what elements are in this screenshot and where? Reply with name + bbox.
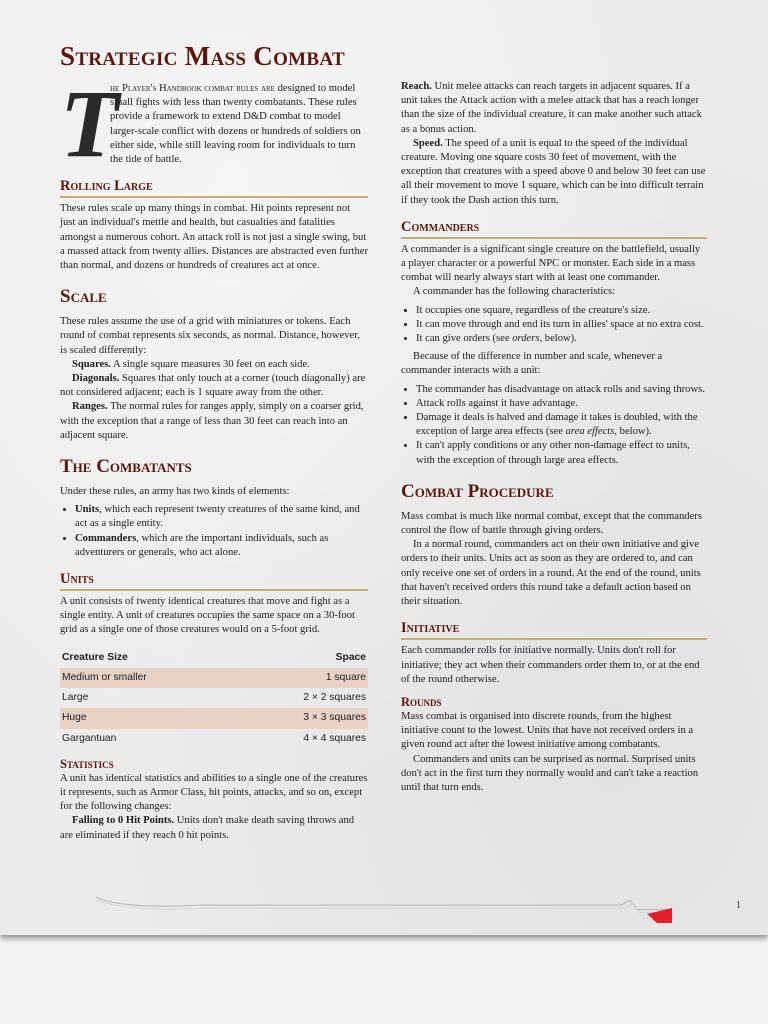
table-row: Huge 3 × 3 squares <box>60 708 368 728</box>
rounds-text2: Commanders and units can be surprised as normal. Surprised units don't act in the first turn they normally would and can't take a reaction until that turn ends. <box>401 753 699 793</box>
initiative-text: Each commander rolls for initiative normally. Units don't roll for initiative; they act when their commanders order them to, or at the end of the round otherwise. <box>401 645 700 685</box>
drop-cap: T <box>60 70 119 177</box>
scale-text: These rules assume the use of a grid with miniatures or tokens. Each round of combat represents six seconds, as normal. Distance, however, is scaled differently: <box>60 316 360 356</box>
scale-squares: Squares. A single square measures 30 feet on each side. <box>72 358 310 370</box>
list-item: • It can give orders (see orders, below). <box>416 332 707 346</box>
procedure-text: Mass combat is much like normal combat, except that the commanders control the flow of battle through giving orders. <box>401 510 702 537</box>
scale-diagonals: Diagonals. Squares that only touch at a corner (touch diagonally) are not considered adjacent; each is 1 square away from the other. <box>60 373 366 399</box>
heading-units: Units <box>60 570 368 591</box>
list-item: • Attack rolls against it have advantage. <box>416 397 707 411</box>
list-item: • Damage it deals is halved and damage it takes is doubled, with the exception of large area effects (see area effects, below). <box>416 411 707 439</box>
list-item: • It can move through and end its turn in allies' space at no extra cost. <box>416 318 707 332</box>
rolling-large-text: These rules scale up many things in combat. Hit points represent not just an individual's mettle and health, but casualties and fatalities amongst a numerous cohort. An attack roll is not just a single swing, but a massed attack from twenty allies. Distances are abstracted even further than normal, and dozens or hundreds of creatures act at once. <box>60 203 368 272</box>
commanders-text3: Because of the difference in number and scale, whenever a commander interacts with a unit: <box>401 351 663 377</box>
statistics-text: A unit has identical statistics and abilities to a single one of the creatures it represents, such as Armor Class, hit points, attacks, and so on, except for the following changes: <box>60 772 368 813</box>
red-corner-accent <box>647 908 672 923</box>
page-title: Strategic Mass Combat <box>60 41 345 71</box>
left-column <box>60 40 368 843</box>
list-item: • The commander has disadvantage on attack rolls and saving throws. <box>416 383 707 397</box>
list-item: • It occupies one square, regardless of the creature's size. <box>416 304 707 318</box>
heading-statistics: Statistics <box>60 756 114 771</box>
combatants-list <box>60 503 368 560</box>
heading-combat-procedure: Combat Procedure <box>401 480 554 502</box>
commander-interaction-list <box>401 383 707 468</box>
heading-scale: Scale <box>60 286 107 308</box>
list-item: • Units, which each represent twenty creatures of the same kind, and act as a single entity. <box>75 503 368 531</box>
heading-commanders: Commanders <box>401 218 707 239</box>
combatants-text: Under these rules, an army has two kinds of elements: <box>60 486 290 498</box>
right-column <box>401 80 707 795</box>
speed-paragraph: Speed. The speed of a unit is equal to the speed of the individual creature. Moving one square costs 30 feet of movement, with the exception that creatures with a speed above 0 and below 30 feet can use all their movement to move 1 square, which can be into difficult terrain if they took the Dash action this turn. <box>401 137 706 206</box>
units-text: A unit consists of twenty identical creatures that move and fight as a single entity. A unit of creatures occupies the same space on a 30-foot grid as a single one of those creatures would on a 5-foot grid. <box>60 596 355 636</box>
page-number: 1 <box>736 900 741 911</box>
table-row: Large 2 × 2 squares <box>62 692 366 704</box>
heading-combatants: The Combatants <box>60 456 192 478</box>
scale-ranges: Ranges. The normal rules for ranges apply, simply on a coarser grid, with the exception that a range of less than 30 feet can reach into an adjacent square. <box>60 401 364 441</box>
list-item: • Commanders, which are the important individuals, such as adventurers or generals, who act alone. <box>75 532 368 560</box>
heading-rounds: Rounds <box>401 694 442 709</box>
creature-size-table <box>60 648 368 749</box>
rounds-text: Mass combat is organised into discrete rounds, from the highest initiative count to the lowest. Units that have not received orders in a given round act after the lowest initiative among combatants. <box>401 710 694 751</box>
table-header: Creature Size <box>62 651 128 663</box>
commanders-text: A commander is a significant single creature on the battlefield, usually a player character or a powerful NPC or monster. Each side in a mass combat will nearly always start with at least one commander. <box>401 243 701 284</box>
statistics-falling: Falling to 0 Hit Points. Units don't make death saving throws and are eliminated if they reach 0 hit points. <box>60 815 355 841</box>
footer-decoration <box>0 893 768 923</box>
intro-text: designed to model small fights with less than twenty combatants. These rules provide a framework to extend D&D combat to model larger-scale conflict with dozens or hundreds of soldiers on either side, while still leaving room for individuals to turn the tide of battle. <box>110 83 361 166</box>
intro-lead-smallcaps: he Player's Handbook combat rules are <box>110 83 275 94</box>
heading-initiative: Initiative <box>401 619 707 640</box>
table-row: Gargantuan 4 × 4 squares <box>62 732 366 744</box>
reach-paragraph: Reach. Unit melee attacks can reach targets in adjacent squares. If a unit takes the Attack action with a melee attack that has a reach longer than the size of the individual creature, it can make another such attack as a bonus action. <box>401 81 702 135</box>
list-item: • It can't apply conditions or any other non-damage effect to units, with the exception of through large area effects. <box>416 439 707 467</box>
commander-characteristics-list <box>401 304 707 347</box>
intro-paragraph <box>60 70 368 177</box>
table-row: Medium or smaller 1 square <box>60 668 368 688</box>
commanders-text2: A commander has the following characteristics: <box>413 286 616 298</box>
table-header: Space <box>335 651 366 663</box>
heading-rolling-large: Rolling Large <box>60 177 368 198</box>
procedure-text2: In a normal round, commanders act on their own initiative and give orders to their units. Units act as soon as they are ordered to, and can only receive one set of orders in a round. At the end of the round, units that haven't received orders this round take a default action based on their situation. <box>401 539 701 608</box>
